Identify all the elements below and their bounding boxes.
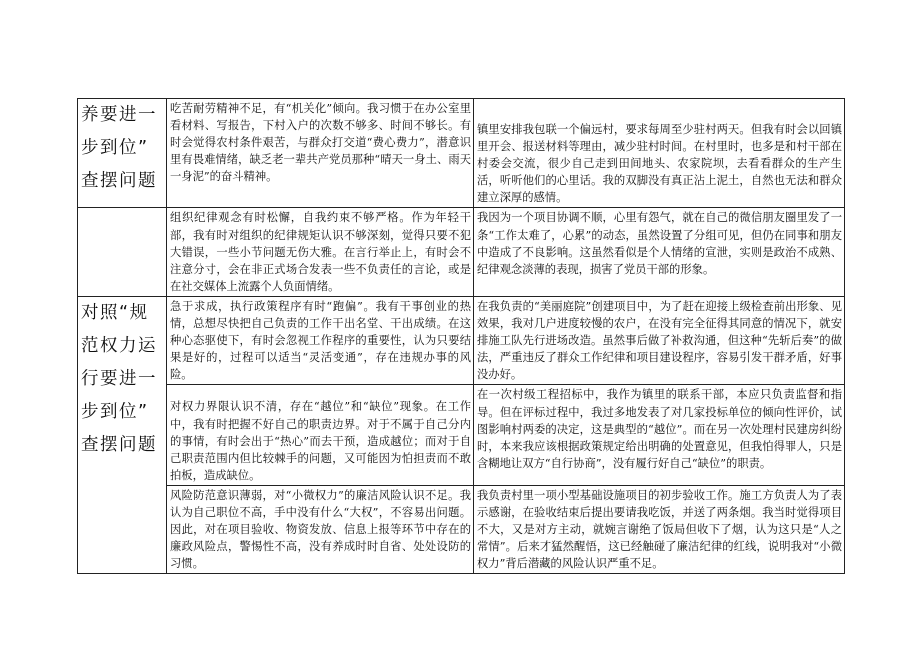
table-row (78, 208, 845, 296)
problem-text: 风险防范意识薄弱，对“小微权力”的廉洁风险认识不足。我认为自己职位不高，手中没有什么“大权”，不容易出问题。因此，对在项目验收、物资发放、信息上报等环节中存在的廉政风险点，警惕性不高，没有养成时时自省、处处设防的习惯。 (170, 488, 471, 571)
example-text: 我因为一个项目协调不顺，心里有怨气，就在自己的微信朋友圈里发了一条“工作太难了，心累”的动态，虽然设置了分组可见，但仍在同事和朋友中造成了不良影响。这虽然看似是个人情绪的宣泄，实则是政治不成熟、纪律观念淡薄的表现，损害了党员干部的形象。 (477, 211, 842, 276)
example-cell (474, 385, 845, 485)
category-label: 对照“规 范权力运 行要进一 步到位” 查摆问题 (81, 302, 157, 455)
example-cell (474, 99, 845, 208)
problem-cell (167, 485, 474, 573)
example-text: 我负责村里一项小型基础设施项目的初步验收工作。施工方负责人为了表示感谢，在验收结束后提出要请我吃饭，并送了两条烟。我当时觉得项目不大，又是对方主动，就婉言谢绝了饭局但收下了烟，认为这只是“人之常情”。后来才猛然醒悟，这已经触碰了廉洁纪律的红线，说明我对“小微权力”背后潜藏的风险认识严重不足。 (477, 488, 842, 571)
self-review-table (77, 98, 845, 574)
category-label: 养要进一 步到位” 查摆问题 (81, 105, 157, 191)
example-text: 在我负责的“美丽庭院”创建项目中，为了赶在迎接上级检查前出形象、见效果，我对几户进度较慢的农户，在没有完全征得其同意的情况下，就安排施工队先行进场改造。虽然事后做了补救沟通，但这种“先斩后奏”的做法，严重违反了群众工作纪律和项目建设程序，容易引发干群矛盾，好事没办好。 (477, 299, 842, 382)
table-row (78, 99, 845, 208)
category-cell (78, 296, 167, 573)
table-row (78, 485, 845, 573)
problem-cell (167, 208, 474, 296)
example-text: 镇里安排我包联一个偏远村，要求每周至少驻村两天。但我有时会以回镇里开会、报送材料等理由，减少驻村时间。在村里时，也多是和村干部在村委会交流，很少自己走到田间地头、农家院坝，去看看群众的生产生活，听听他们的心里话。我的双脚没有真正沾上泥土，自然也无法和群众建立深厚的感情。 (477, 123, 842, 205)
table-row (78, 385, 845, 485)
problem-cell (167, 385, 474, 485)
problem-cell (167, 99, 474, 208)
example-text: 在一次村级工程招标中，我作为镇里的联系干部，本应只负责监督和指导。但在评标过程中，我过多地发表了对几家投标单位的倾向性评价，试图影响村两委的决定，这是典型的“越位”。而在另一次处理村民建房纠纷时，本来我应该根据政策规定给出明确的处置意见，但我怕得罪人，只是含糊地让双方“自行协商”，没有履行好自己“缺位”的职责。 (477, 388, 842, 470)
problem-text: 吃苦耐劳精神不足，有“机关化”倾向。我习惯于在办公室里看材料、写报告，下村入户的次数不够多、时间不够长。有时会觉得农村条件艰苦，与群众打交道“费心费力”，潜意识里有畏难情绪，缺乏老一辈共产党员那种“晴天一身土、雨天一身泥”的奋斗精神。 (170, 102, 471, 184)
category-cell (78, 99, 167, 208)
problem-cell (167, 296, 474, 384)
example-cell (474, 296, 845, 384)
problem-text: 急于求成，执行政策程序有时“跑偏”。我有干事创业的热情，总想尽快把自己负责的工作干出名堂、干出成绩。在这种心态驱使下，有时会忽视工作程序的重要性，认为只要结果是好的，过程可以适当“灵活变通”，存在违规办事的风险。 (170, 299, 471, 382)
example-cell (474, 208, 845, 296)
problem-text: 组织纪律观念有时松懈，自我约束不够严格。作为年轻干部，我有时对组织的纪律规矩认识不够深刻，觉得只要不犯大错误，一些小节问题无伤大雅。在言行举止上，有时会不注意分寸，会在非正式场合发表一些不负责任的言论，或是在社交媒体上流露个人负面情绪。 (170, 211, 471, 293)
table-row (78, 296, 845, 384)
example-cell (474, 485, 845, 573)
category-cell (78, 208, 167, 296)
problem-text: 对权力界限认识不清，存在“越位”和“缺位”现象。在工作中，我有时把握不好自己的职责边界。对于不属于自己分内的事情，有时会出于“热心”而去干预，造成越位；而对于自己职责范围内但比较棘手的问题，又可能因为怕担责而不敢拍板，造成缺位。 (170, 400, 471, 482)
